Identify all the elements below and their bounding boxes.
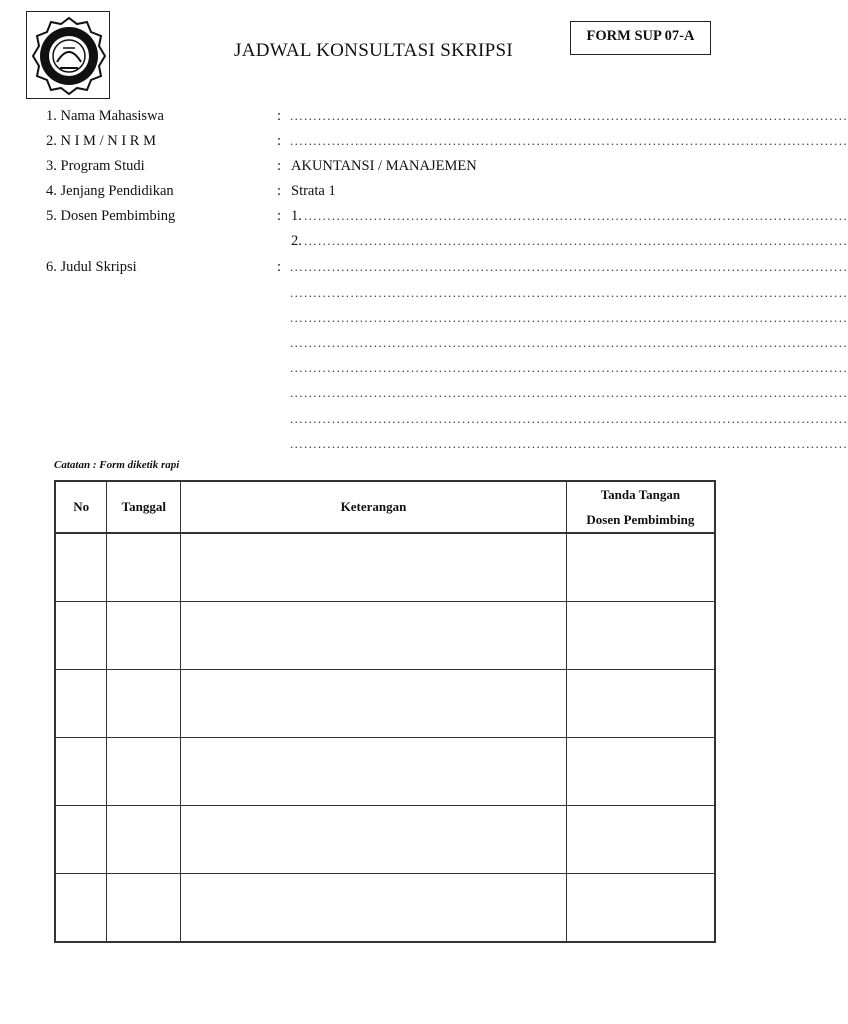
form-note: Catatan : Form diketik rapi [54, 459, 180, 471]
table-row [55, 874, 715, 943]
header-keterangan: Keterangan [181, 481, 567, 533]
cell-tanggal [107, 874, 181, 943]
cell-keterangan [181, 533, 567, 602]
cell-tanda-tangan [566, 602, 715, 670]
header-no: No [55, 481, 107, 533]
table-header-row [55, 481, 715, 533]
cell-no [55, 602, 107, 670]
table-row [55, 670, 715, 738]
institution-logo [26, 11, 110, 99]
cell-keterangan [181, 738, 567, 806]
consultation-table [54, 480, 716, 943]
cell-no [55, 738, 107, 806]
cell-no [55, 533, 107, 602]
cell-tanda-tangan [566, 738, 715, 806]
cell-tanda-tangan [566, 874, 715, 943]
table-row [55, 738, 715, 806]
cell-tanda-tangan [566, 533, 715, 602]
cell-no [55, 670, 107, 738]
cell-tanggal [107, 670, 181, 738]
cell-tanda-tangan [566, 670, 715, 738]
header-tanggal: Tanggal [107, 481, 181, 533]
cell-keterangan [181, 806, 567, 874]
cell-keterangan [181, 602, 567, 670]
table-row [55, 806, 715, 874]
form-code-badge: FORM SUP 07-A [570, 21, 711, 55]
cell-tanggal [107, 533, 181, 602]
cell-keterangan [181, 874, 567, 943]
table-row [55, 533, 715, 602]
document-title: JADWAL KONSULTASI SKRIPSI [234, 40, 514, 61]
table-body [55, 533, 715, 942]
cell-no [55, 874, 107, 943]
cell-tanggal [107, 806, 181, 874]
header-tanda-tangan: Tanda Tangan Dosen Pembimbing [566, 481, 715, 533]
cell-tanggal [107, 738, 181, 806]
cell-keterangan [181, 670, 567, 738]
cell-tanggal [107, 602, 181, 670]
table-row [55, 602, 715, 670]
cell-tanda-tangan [566, 806, 715, 874]
cell-no [55, 806, 107, 874]
